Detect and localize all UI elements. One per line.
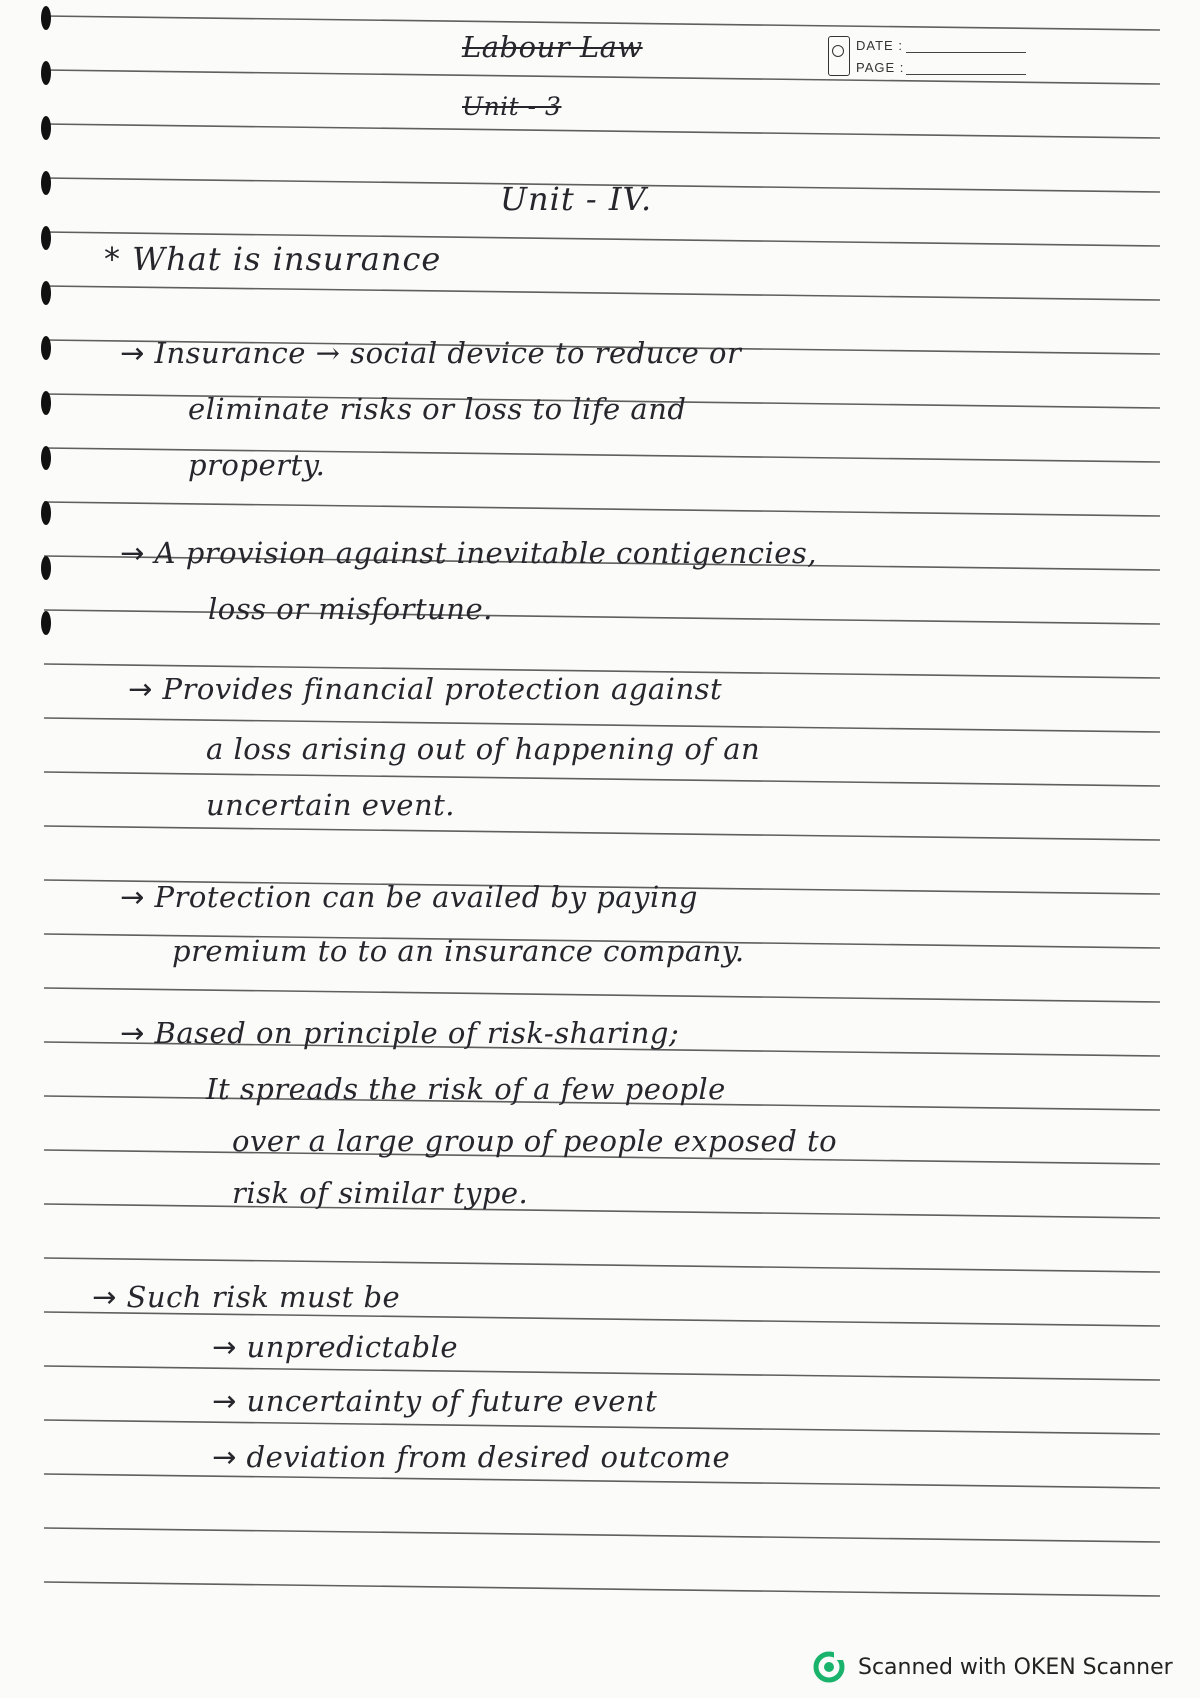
- page-field: [906, 74, 1026, 75]
- binding-hole: [41, 391, 51, 415]
- arrow-bullet-icon: →: [120, 880, 155, 914]
- course-title-text: Labour Law: [462, 30, 643, 64]
- point-1-line-3: property.: [188, 448, 326, 482]
- sub-point-2: → uncertainty of future event: [212, 1384, 658, 1418]
- ruled-line: [44, 502, 1160, 516]
- arrow-bullet-icon: →: [120, 536, 155, 570]
- arrow-bullet-icon: →: [212, 1330, 247, 1364]
- ruled-line: [44, 1312, 1160, 1326]
- binding-hole: [41, 556, 51, 580]
- ruled-line: [44, 1582, 1160, 1596]
- course-title: [462, 30, 643, 64]
- notebook-logo-icon: [828, 36, 850, 76]
- binding-hole: [41, 61, 51, 85]
- ruled-line: [44, 1258, 1160, 1272]
- binding-hole: [41, 611, 51, 635]
- date-label: DATE :: [856, 38, 903, 53]
- binding-hole: [41, 336, 51, 360]
- binding-hole: [41, 226, 51, 250]
- question-heading: [104, 240, 441, 278]
- arrow-bullet-icon: →: [212, 1384, 247, 1418]
- point-2-line-2: loss or misfortune.: [208, 592, 493, 626]
- binding-hole: [41, 6, 51, 30]
- question-text: What is insurance: [132, 240, 442, 278]
- ruled-line: [44, 124, 1160, 138]
- star-bullet-icon: *: [104, 240, 121, 278]
- scanner-watermark: [812, 1650, 1173, 1684]
- sub-point-3: → deviation from desired outcome: [212, 1440, 731, 1474]
- point-5-line-3: over a large group of people exposed to: [232, 1124, 838, 1158]
- point-5-line-1: → Based on principle of risk-sharing;: [120, 1016, 680, 1050]
- ruled-line: [44, 1528, 1160, 1542]
- sub-point-1: → unpredictable: [212, 1330, 458, 1364]
- point-5-line-2: It spreads the risk of a few people: [206, 1072, 726, 1106]
- oken-logo-icon: [812, 1650, 846, 1684]
- point-1-line-2: eliminate risks or loss to life and: [188, 392, 687, 426]
- date-field: [906, 52, 1026, 53]
- point-1-line-1: → Insurance → social device to reduce or: [120, 336, 742, 370]
- struck-unit: Unit - 3: [462, 92, 562, 121]
- point-2-line-1: → A provision against inevitable contigencies,: [120, 536, 818, 570]
- ruled-line: [44, 16, 1160, 30]
- arrow-bullet-icon: →: [128, 672, 163, 706]
- unit-heading: Unit - IV.: [500, 180, 653, 218]
- point-3-line-3: uncertain event.: [206, 788, 455, 822]
- ruled-line: [44, 1474, 1160, 1488]
- ruled-line: [44, 1420, 1160, 1434]
- binding-hole: [41, 501, 51, 525]
- page-label: PAGE :: [856, 60, 905, 75]
- point-4-line-1: → Protection can be availed by paying: [120, 880, 698, 914]
- arrow-bullet-icon: →: [212, 1440, 247, 1474]
- binding-hole: [41, 171, 51, 195]
- arrow-bullet-icon: →: [120, 336, 155, 370]
- point-3-line-1: → Provides financial protection against: [128, 672, 723, 706]
- watermark-text: Scanned with OKEN Scanner: [858, 1654, 1173, 1680]
- binding-hole: [41, 281, 51, 305]
- point-6-line-1: → Such risk must be: [92, 1280, 401, 1314]
- binding-hole: [41, 116, 51, 140]
- ruled-line: [44, 1366, 1160, 1380]
- date-page-stamp: [828, 36, 1028, 80]
- point-4-line-2: premium to to an insurance company.: [172, 934, 745, 968]
- ruled-line: [44, 988, 1160, 1002]
- ruled-line: [44, 718, 1160, 732]
- ruled-line: [44, 772, 1160, 786]
- point-3-line-2: a loss arising out of happening of an: [206, 732, 761, 766]
- binding-hole: [41, 446, 51, 470]
- ruled-line: [44, 286, 1160, 300]
- point-5-line-4: risk of similar type.: [232, 1176, 529, 1210]
- arrow-bullet-icon: →: [120, 1016, 155, 1050]
- ruled-line: [44, 826, 1160, 840]
- arrow-bullet-icon: →: [92, 1280, 127, 1314]
- ruled-line: [44, 1204, 1160, 1218]
